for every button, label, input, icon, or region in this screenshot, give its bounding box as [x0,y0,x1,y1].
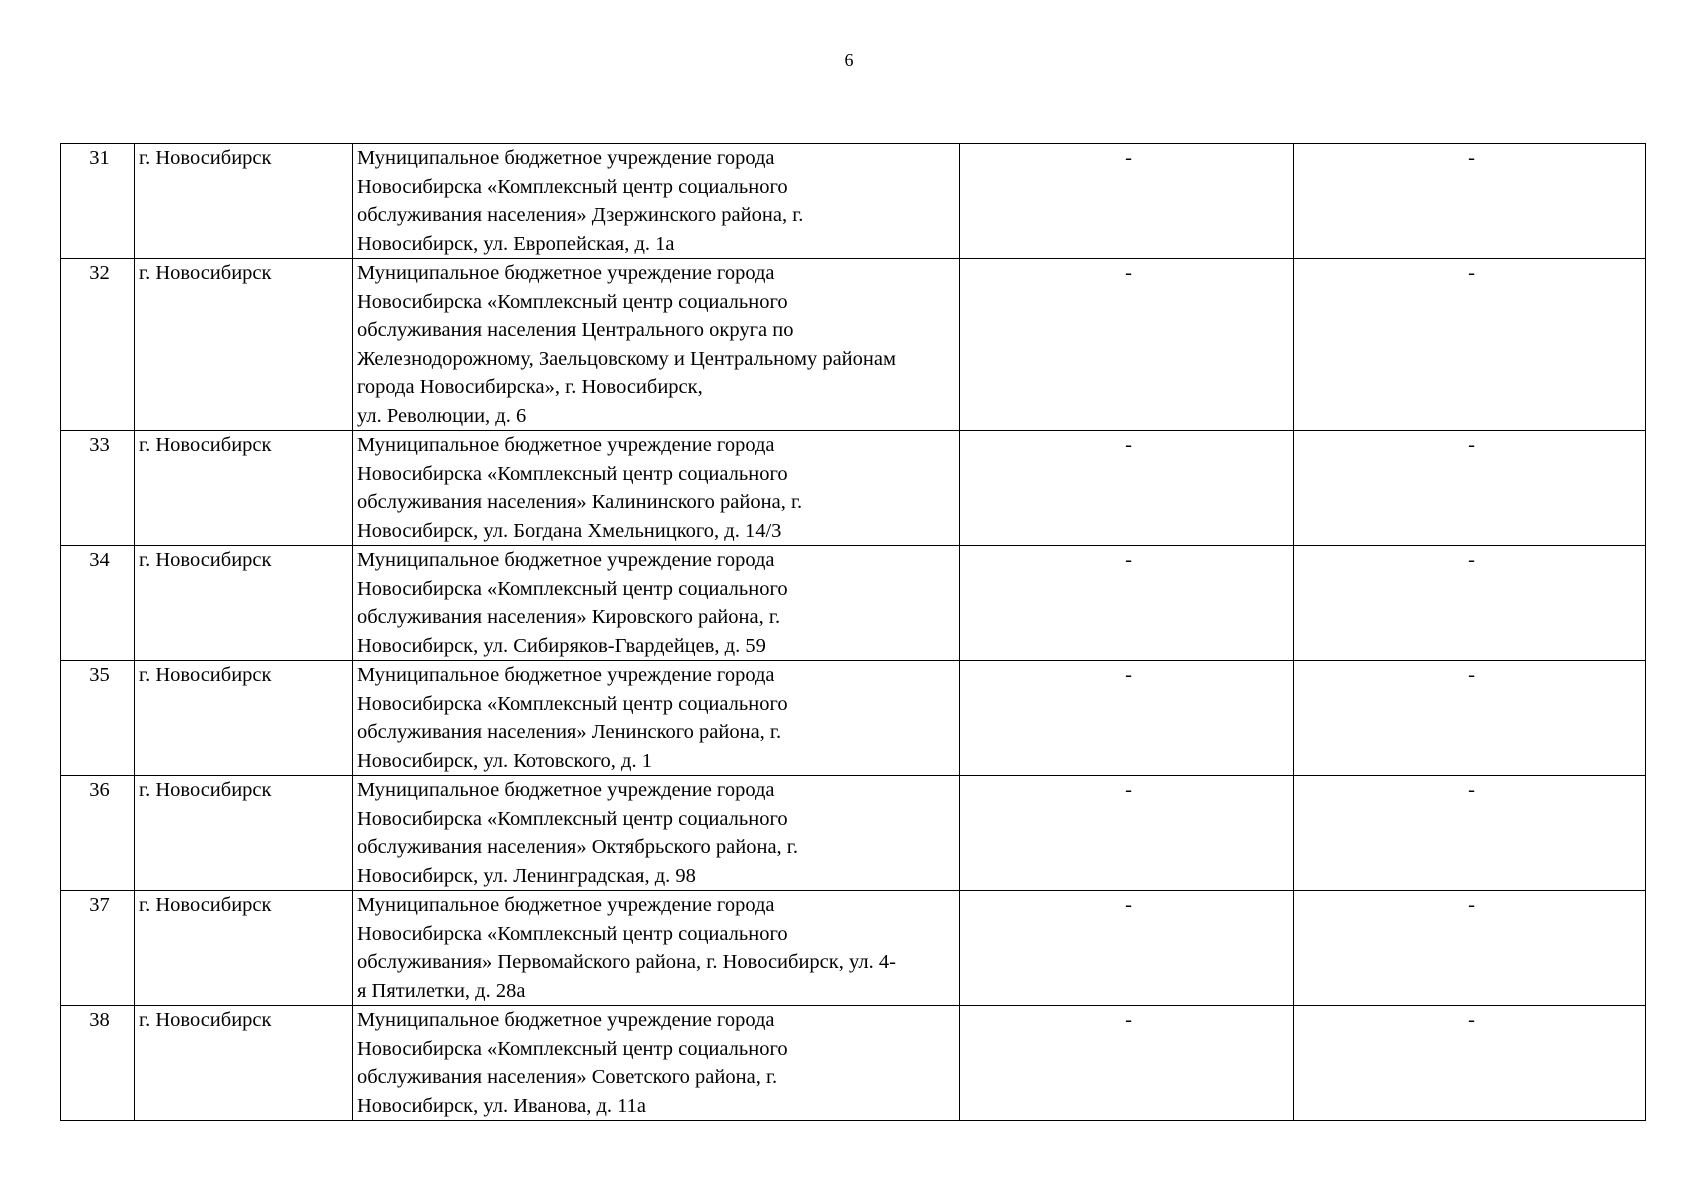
row-number-cell: 35 [61,661,135,776]
institutions-table [60,143,1646,1121]
row-number-cell: 33 [61,431,135,546]
organization-line: обслуживания населения» Дзержинского района, г. [357,204,804,226]
organization-cell [353,891,960,1006]
organization-line: Муниципальное бюджетное учреждение города [357,779,775,801]
organization-line: Муниципальное бюджетное учреждение города [357,262,775,284]
value-cell-2: - [1294,144,1646,259]
table-row [61,1006,1646,1121]
city-cell: г. Новосибирск [135,1006,353,1121]
organization-line: Новосибирска «Комплексный центр социального [357,807,788,830]
organization-line: Новосибирск, ул. Богдана Хмельницкого, д. 14/3 [357,519,782,542]
table-row [61,546,1646,661]
organization-line: Новосибирск, ул. Сибиряков-Гвардейцев, д. 59 [357,634,766,657]
organization-line: Железнодорожному, Заельцовскому и Центральному районам [357,347,896,370]
value-cell-2: - [1294,661,1646,776]
organization-line: Муниципальное бюджетное учреждение города [357,664,775,686]
organization-line: Новосибирск, ул. Котовского, д. 1 [357,749,652,772]
organization-line: обслуживания населения» Советского района, г. [357,1066,778,1088]
organization-line: Новосибирска «Комплексный центр социального [357,462,788,485]
city-cell: г. Новосибирск [135,776,353,891]
row-number-cell: 37 [61,891,135,1006]
city-cell: г. Новосибирск [135,259,353,431]
value-cell-2: - [1294,259,1646,431]
value-cell-2: - [1294,546,1646,661]
row-number-cell: 34 [61,546,135,661]
table-row [61,776,1646,891]
value-cell-2: - [1294,776,1646,891]
value-cell-1: - [960,431,1294,546]
row-number-cell: 38 [61,1006,135,1121]
organization-line: Новосибирск, ул. Ленинградская, д. 98 [357,864,696,887]
organization-cell [353,144,960,259]
organization-line: Муниципальное бюджетное учреждение города [357,549,775,571]
organization-line: Муниципальное бюджетное учреждение города [357,147,775,169]
value-cell-2: - [1294,891,1646,1006]
organization-line: Новосибирска «Комплексный центр социального [357,692,788,715]
organization-line: Новосибирска «Комплексный центр социального [357,922,788,945]
value-cell-1: - [960,144,1294,259]
organization-cell [353,661,960,776]
city-cell: г. Новосибирск [135,661,353,776]
organization-line: Муниципальное бюджетное учреждение города [357,1009,775,1031]
organization-line: Новосибирска «Комплексный центр социального [357,1037,788,1060]
value-cell-1: - [960,891,1294,1006]
organization-line: Новосибирска «Комплексный центр социального [357,577,788,600]
organization-line: города Новосибирска», г. Новосибирск, [357,376,703,398]
row-number-cell: 36 [61,776,135,891]
city-cell: г. Новосибирск [135,144,353,259]
organization-line: Муниципальное бюджетное учреждение города [357,434,775,456]
city-cell: г. Новосибирск [135,546,353,661]
value-cell-1: - [960,661,1294,776]
value-cell-1: - [960,1006,1294,1121]
organization-line: Новосибирска «Комплексный центр социального [357,290,788,313]
row-number-cell: 32 [61,259,135,431]
table-body [61,144,1646,1121]
table-row [61,259,1646,431]
organization-line: обслуживания» Первомайского района, г. Новосибирск, ул. 4- [357,951,896,973]
organization-line: обслуживания населения» Кировского района, г. [357,606,781,628]
organization-cell [353,1006,960,1121]
organization-cell [353,776,960,891]
table-row [61,661,1646,776]
organization-line: обслуживания населения Центрального округа по [357,319,794,341]
organization-line: Новосибирск, ул. Европейская, д. 1а [357,232,675,255]
table-row [61,144,1646,259]
organization-line: обслуживания населения» Ленинского района, г. [357,721,782,743]
value-cell-1: - [960,259,1294,431]
city-cell: г. Новосибирск [135,431,353,546]
organization-cell [353,546,960,661]
value-cell-2: - [1294,431,1646,546]
organization-line: я Пятилетки, д. 28а [357,979,526,1002]
organization-line: ул. Революции, д. 6 [357,404,527,427]
organization-cell [353,431,960,546]
value-cell-2: - [1294,1006,1646,1121]
table-row [61,431,1646,546]
organization-line: обслуживания населения» Октябрьского района, г. [357,836,799,858]
organization-line: Новосибирска «Комплексный центр социального [357,175,788,198]
value-cell-1: - [960,546,1294,661]
city-cell: г. Новосибирск [135,891,353,1006]
organization-cell [353,259,960,431]
value-cell-1: - [960,776,1294,891]
organization-line: обслуживания населения» Калининского района, г. [357,491,803,513]
organization-line: Муниципальное бюджетное учреждение города [357,894,775,916]
organization-line: Новосибирск, ул. Иванова, д. 11а [357,1094,647,1117]
row-number-cell: 31 [61,144,135,259]
page-number: 6 [844,50,854,70]
table-row [61,891,1646,1006]
